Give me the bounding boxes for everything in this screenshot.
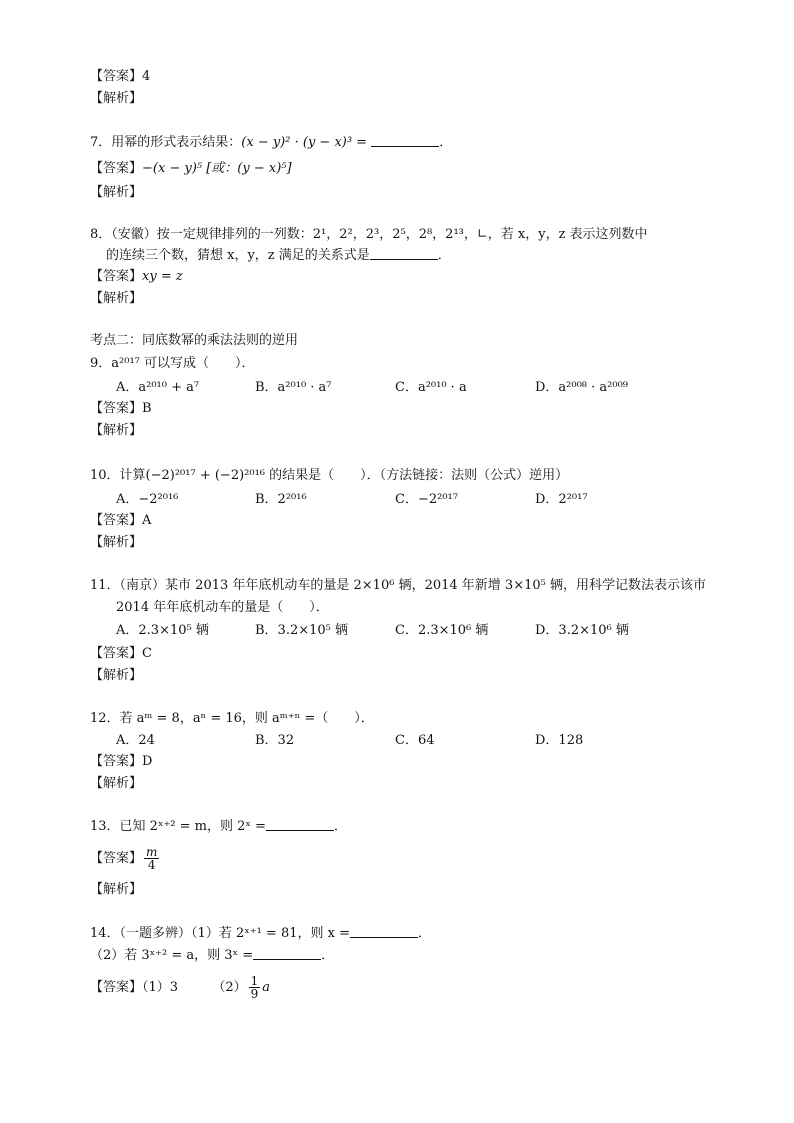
option-d: D．2²⁰¹⁷ (535, 492, 588, 507)
answer-fraction (144, 846, 159, 871)
answer-line: 【答案】B (90, 401, 152, 416)
question-8-text: 的连续三个数，猜想 x，y，z 满足的关系式是 (106, 248, 370, 263)
analysis-line: 【解析】 (90, 423, 143, 438)
question-8-end: ． (437, 248, 451, 263)
answer-label: 【答案】 (90, 269, 143, 284)
answer-blank (266, 818, 334, 831)
question-13 (90, 818, 347, 836)
option-a: A．24 (116, 733, 155, 748)
option-b: B．32 (255, 733, 295, 748)
option-d: D．128 (535, 733, 584, 748)
question-8-line-2 (106, 247, 451, 265)
option-b: B．a²⁰¹⁰ · a⁷ (255, 380, 332, 395)
answer-line: 【答案】4 (90, 69, 151, 84)
answer-part-1: （1）3 (142, 980, 179, 995)
answer-label: 【答案】 (90, 161, 143, 176)
option-b: B．3.2×10⁵ 辆 (255, 623, 349, 638)
analysis-line: 【解析】 (90, 535, 143, 550)
fraction-numerator: m (146, 845, 158, 859)
question-8-line-1: 8．（安徽）按一定规律排列的一列数：2¹，2²，2³，2⁵，2⁸，2¹³，∟，若 x，y，z 表示这列数中 (90, 227, 648, 242)
option-c: C．2.3×10⁶ 辆 (395, 623, 489, 638)
option-a: A．2.3×10⁵ 辆 (116, 623, 209, 638)
answer-value: xy = z (142, 269, 183, 284)
analysis-line: 【解析】 (90, 291, 143, 306)
answer-line (90, 268, 183, 286)
analysis-line: 【解析】 (90, 882, 143, 897)
question-10: 10．计算(−2)²⁰¹⁷ + (−2)²⁰¹⁶ 的结果是（ ）．（方法链接：法则（公式）逆用） (90, 468, 569, 483)
question-11-line-1: 11．（南京）某市 2013 年年底机动车的量是 2×10⁶ 辆，2014 年新增 3×10⁵ 辆，用科学记数法表示该市 (90, 578, 706, 593)
answer-line: 【答案】C (90, 646, 152, 661)
option-a: A．a²⁰¹⁰ + a⁷ (116, 380, 200, 395)
analysis-line: 【解析】 (90, 91, 143, 106)
answer-fraction (249, 975, 261, 1000)
option-b: B．2²⁰¹⁶ (255, 492, 307, 507)
analysis-line: 【解析】 (90, 776, 143, 791)
answer-part-2: （2） (212, 980, 247, 995)
question-14-line-2 (90, 947, 334, 965)
answer-value: −(x − y)⁵ [或：(y − x)⁵] (142, 161, 292, 176)
answer-blank (370, 247, 438, 260)
question-7 (90, 134, 452, 152)
question-12: 12．若 aᵐ = 8，aⁿ = 16，则 aᵐ⁺ⁿ =（ ）． (90, 711, 374, 726)
question-14-text-2: （2）若 3ˣ⁺² = a，则 3ˣ = (90, 948, 254, 963)
option-c: C．−2²⁰¹⁷ (395, 492, 458, 507)
answer-label: 【答案】 (90, 980, 143, 995)
analysis-line: 【解析】 (90, 668, 143, 683)
answer-blank (253, 947, 321, 960)
fraction-numerator: 1 (250, 974, 259, 988)
fraction-denominator: 4 (147, 858, 156, 872)
option-d: D．a²⁰⁰⁸ · a²⁰⁰⁹ (535, 380, 629, 395)
option-d: D．3.2×10⁶ 辆 (535, 623, 629, 638)
section-heading: 考点二：同底数幂的乘法法则的逆用 (90, 333, 299, 348)
question-7-end: ． (439, 135, 453, 150)
fraction-denominator: 9 (250, 987, 259, 1001)
question-13-text: 13．已知 2ˣ⁺² = m，则 2ˣ = (90, 819, 266, 834)
question-11-line-2: 2014 年年底机动车的量是（ ）． (116, 600, 329, 615)
question-14-end-2: ． (321, 948, 335, 963)
analysis-line: 【解析】 (90, 185, 143, 200)
answer-line: 【答案】A (90, 513, 152, 528)
question-7-text: 7．用幂的形式表示结果： (90, 135, 242, 150)
question-7-expr: (x − y)² · (y − x)³ = (241, 135, 368, 150)
option-c: C．64 (395, 733, 435, 748)
question-9: 9．a²⁰¹⁷ 可以写成（ ）． (90, 356, 255, 371)
question-14-end: ． (418, 926, 432, 941)
question-14-line-1 (90, 925, 431, 943)
answer-blank (371, 134, 439, 147)
question-13-end: ． (333, 819, 347, 834)
question-14-text: 14．（一题多辨）（1）若 2ˣ⁺¹ = 81，则 x = (90, 926, 350, 941)
option-c: C．a²⁰¹⁰ · a (395, 380, 467, 395)
answer-line (90, 846, 161, 871)
answer-blank (350, 925, 418, 938)
option-a: A．−2²⁰¹⁶ (116, 492, 179, 507)
answer-variable: a (262, 980, 271, 995)
answer-line (90, 975, 270, 1000)
answer-line (90, 160, 292, 178)
answer-label: 【答案】 (90, 851, 143, 866)
answer-line: 【答案】D (90, 754, 153, 769)
